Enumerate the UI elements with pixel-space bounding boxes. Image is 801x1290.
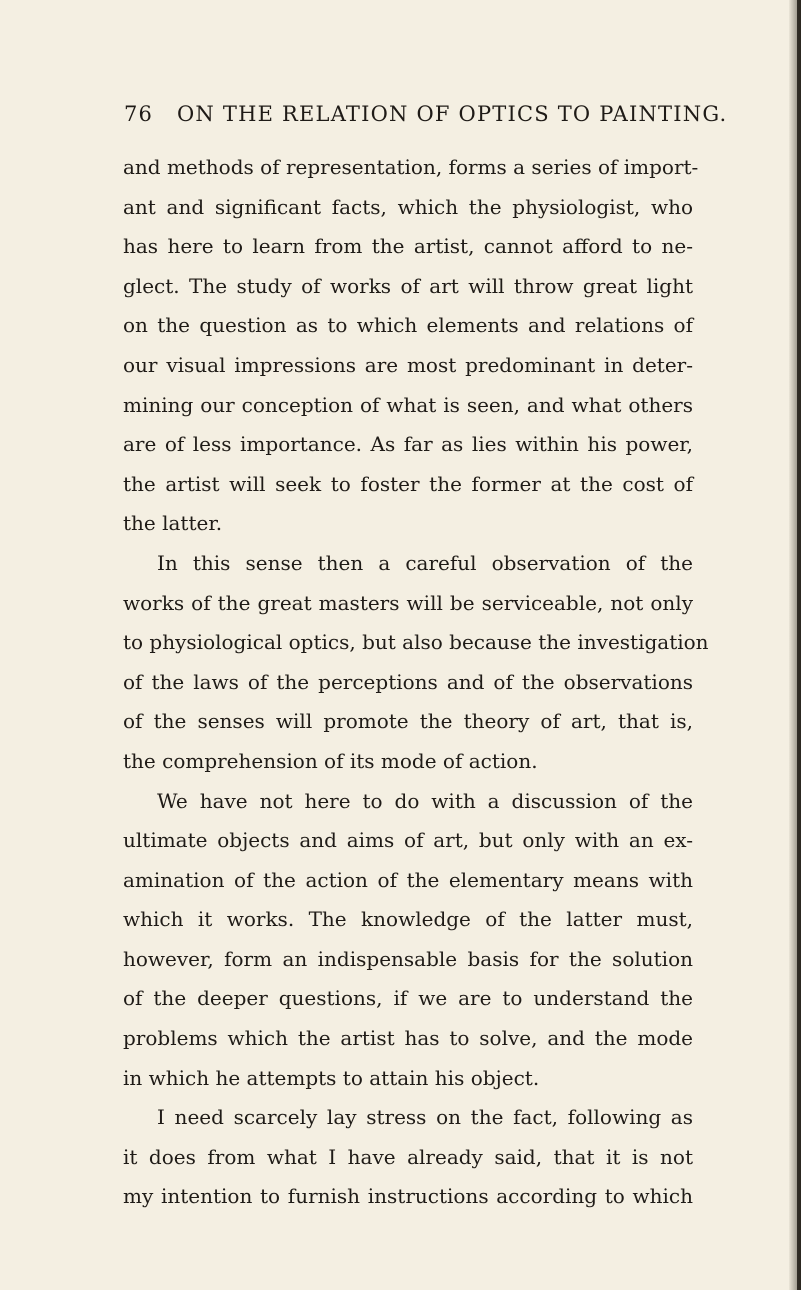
text-line: it does from what I have already said, that it is not <box>123 1144 693 1169</box>
text-line: on the question as to which elements and relations of <box>123 313 693 338</box>
text-line: We have not here to do with a discussion of the <box>157 788 693 813</box>
text-line: I need scarcely lay stress on the fact, following as <box>157 1105 693 1130</box>
page-edge <box>797 0 801 1290</box>
running-head <box>124 102 728 132</box>
text-line: and methods of representation, forms a series of import- <box>123 155 699 179</box>
page-number: 76 <box>124 102 154 126</box>
text-line: of the laws of the perceptions and of the observations <box>123 669 693 694</box>
text-line: the artist will seek to foster the former at the cost of <box>123 471 693 496</box>
text-line: glect. The study of works of art will throw great light <box>123 273 693 298</box>
text-line: of the deeper questions, if we are to understand the <box>123 986 693 1011</box>
text-line: amination of the action of the elementary means with <box>123 867 693 892</box>
text-line: of the senses will promote the theory of art, that is, <box>123 709 693 734</box>
text-line: ultimate objects and aims of art, but only with an ex- <box>123 828 693 853</box>
text-line: In this sense then a careful observation of the <box>157 550 693 575</box>
text-line: to physiological optics, but also because the investigation <box>123 630 709 655</box>
text-line: ant and significant facts, which the physiologist, who <box>123 194 693 219</box>
running-title: ON THE RELATION OF OPTICS TO PAINTING. <box>177 102 728 126</box>
text-line: are of less importance. As far as lies within his power, <box>123 432 693 457</box>
text-line: our visual impressions are most predominant in deter- <box>123 352 693 377</box>
text-line: works of the great masters will be serviceable, not only <box>123 590 693 615</box>
text-line: has here to learn from the artist, cannot afford to ne- <box>123 234 693 259</box>
text-line: mining our conception of what is seen, and what others <box>123 392 693 417</box>
text-line: my intention to furnish instructions according to which <box>123 1184 693 1209</box>
text-line: the latter. <box>123 511 223 536</box>
body-text <box>123 148 709 1217</box>
text-line: problems which the artist has to solve, and the mode <box>123 1026 693 1051</box>
text-line: which it works. The knowledge of the latter must, <box>123 907 693 932</box>
text-line: however, form an indispensable basis for the solution <box>123 946 693 971</box>
text-line: in which he attempts to attain his object. <box>123 1065 540 1090</box>
text-line: the comprehension of its mode of action. <box>123 748 538 773</box>
